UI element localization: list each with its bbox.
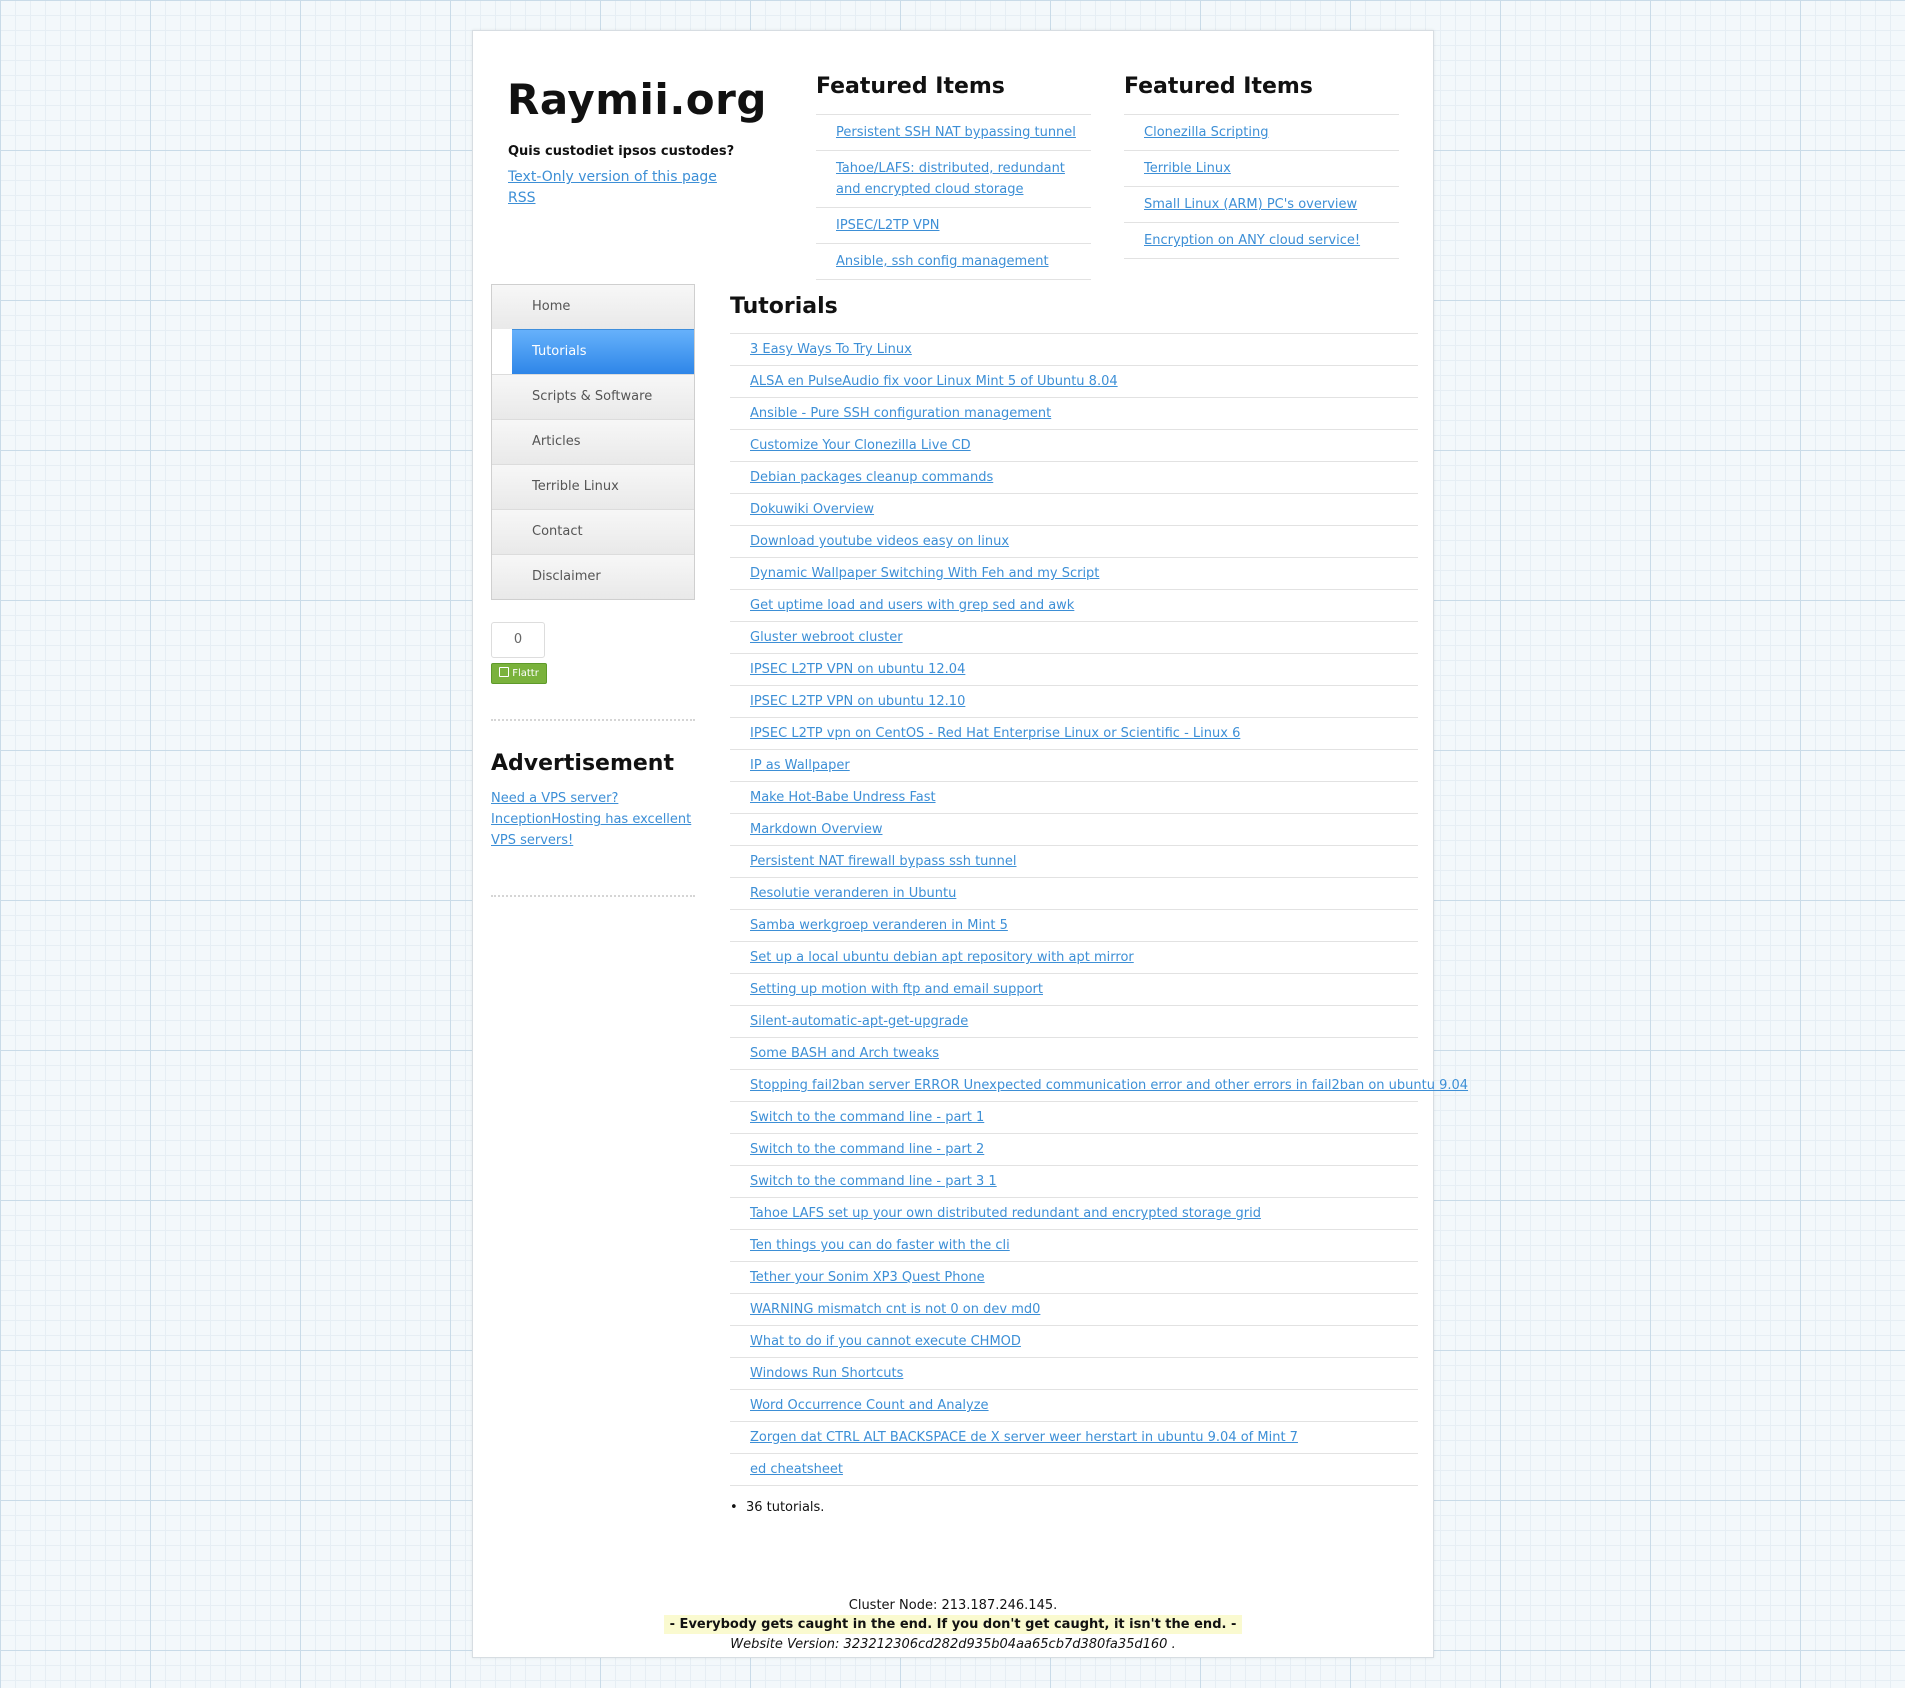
list-item — [730, 494, 1418, 526]
list-item — [1124, 115, 1399, 151]
tutorial-link[interactable]: WARNING mismatch cnt is not 0 on dev md0 — [750, 1302, 1041, 1317]
text-only-link[interactable]: Text-Only version of this page — [508, 169, 717, 185]
list-item — [730, 1454, 1418, 1486]
list-item — [730, 1294, 1418, 1326]
list-item — [730, 430, 1418, 462]
page-container — [472, 30, 1469, 1658]
featured-items-1 — [816, 73, 1091, 280]
featured-link[interactable]: Tahoe/LAFS: distributed, redundant and encrypted cloud storage — [836, 161, 1065, 197]
advertisement-heading: Advertisement — [491, 751, 674, 776]
featured-link[interactable]: Encryption on ANY cloud service! — [1144, 233, 1361, 248]
tutorial-link[interactable]: Resolutie veranderen in Ubuntu — [750, 886, 957, 901]
tutorial-link[interactable]: ALSA en PulseAudio fix voor Linux Mint 5 of Ubuntu 8.04 — [750, 374, 1118, 389]
list-item — [730, 334, 1418, 366]
sidebar-item-articles[interactable]: Articles — [492, 419, 694, 464]
featured-heading: Featured Items — [816, 74, 1005, 99]
list-item — [816, 244, 1091, 280]
list-item — [730, 846, 1418, 878]
list-item — [730, 526, 1418, 558]
tutorial-link[interactable]: Word Occurrence Count and Analyze — [750, 1398, 989, 1413]
list-item — [730, 622, 1418, 654]
tutorial-link[interactable]: Tahoe LAFS set up your own distributed redundant and encrypted storage grid — [750, 1206, 1261, 1221]
tutorial-link[interactable]: 3 Easy Ways To Try Linux — [750, 342, 912, 357]
featured-link[interactable]: Ansible, ssh config management — [836, 254, 1049, 269]
tutorial-link[interactable]: Download youtube videos easy on linux — [750, 534, 1010, 549]
sidebar-item-terrible-linux[interactable]: Terrible Linux — [492, 464, 694, 509]
sidebar-item-home[interactable]: Home — [492, 285, 694, 329]
footer-quote-text: - Everybody gets caught in the end. If you don't get caught, it isn't the end. - — [664, 1615, 1243, 1634]
list-item — [816, 115, 1091, 151]
tutorial-link[interactable]: Zorgen dat CTRL ALT BACKSPACE de X server weer herstart in ubuntu 9.04 of Mint 7 — [750, 1430, 1298, 1445]
tutorial-link[interactable]: Tether your Sonim XP3 Quest Phone — [750, 1270, 985, 1285]
list-item — [730, 590, 1418, 622]
tutorial-link[interactable]: Gluster webroot cluster — [750, 630, 903, 645]
list-item — [1124, 223, 1399, 259]
list-item — [730, 654, 1418, 686]
list-item — [730, 942, 1418, 974]
tutorial-link[interactable]: Set up a local ubuntu debian apt repository with apt mirror — [750, 950, 1134, 965]
list-item — [730, 718, 1418, 750]
list-item — [730, 1134, 1418, 1166]
tutorial-link[interactable]: Dokuwiki Overview — [750, 502, 875, 517]
list-item — [730, 1390, 1418, 1422]
tutorial-link[interactable]: Customize Your Clonezilla Live CD — [750, 438, 971, 453]
list-item — [730, 878, 1418, 910]
sidebar-item-tutorials[interactable]: Tutorials — [512, 329, 694, 374]
list-item — [730, 1070, 1469, 1102]
tutorial-link[interactable]: What to do if you cannot execute CHMOD — [750, 1334, 1021, 1349]
list-item — [730, 1262, 1418, 1294]
tutorial-link[interactable]: Persistent NAT firewall bypass ssh tunnel — [750, 854, 1017, 869]
site-motto: Quis custodiet ipsos custodes? — [508, 144, 735, 159]
featured-link[interactable]: Terrible Linux — [1144, 161, 1231, 176]
tutorial-link[interactable]: Switch to the command line - part 1 — [750, 1110, 985, 1125]
tutorial-link[interactable]: Windows Run Shortcuts — [750, 1366, 904, 1381]
tutorial-link[interactable]: IPSEC L2TP VPN on ubuntu 12.10 — [750, 694, 966, 709]
list-item — [730, 910, 1418, 942]
flattr-label: Flattr — [512, 668, 539, 679]
list-item — [730, 558, 1418, 590]
tutorial-link[interactable]: Ansible - Pure SSH configuration management — [750, 406, 1052, 421]
list-item — [730, 782, 1418, 814]
rss-link[interactable]: RSS — [508, 190, 536, 206]
list-item — [730, 974, 1418, 1006]
tutorial-link[interactable]: IPSEC L2TP VPN on ubuntu 12.04 — [750, 662, 966, 677]
tutorial-link[interactable]: Some BASH and Arch tweaks — [750, 1046, 940, 1061]
page-title: Tutorials — [730, 294, 838, 319]
list-item — [730, 750, 1418, 782]
sidebar-item-scripts-software[interactable]: Scripts & Software — [492, 374, 694, 419]
featured-link[interactable]: Small Linux (ARM) PC's overview — [1144, 197, 1358, 212]
tutorial-link[interactable]: Stopping fail2ban server ERROR Unexpected communication error and other errors in fail2ban on ubuntu 9.04 — [750, 1078, 1469, 1093]
sidebar-item-contact[interactable]: Contact — [492, 509, 694, 554]
tutorial-count-text: 36 tutorials. — [745, 1500, 825, 1515]
tutorial-link[interactable]: IPSEC L2TP vpn on CentOS - Red Hat Enterprise Linux or Scientific - Linux 6 — [750, 726, 1241, 741]
list-item — [816, 151, 1091, 208]
list-item — [730, 1198, 1418, 1230]
tutorial-count: • 36 tutorials. — [730, 1500, 825, 1515]
list-item — [730, 1006, 1418, 1038]
tutorial-link[interactable]: Ten things you can do faster with the cli — [750, 1238, 1010, 1253]
footer-version: Website Version: 323212306cd282d935b04aa65cb7d380fa35d160 . — [730, 1637, 1176, 1652]
featured-heading: Featured Items — [1124, 74, 1313, 99]
divider — [491, 895, 695, 897]
tutorial-link[interactable]: Silent-automatic-apt-get-upgrade — [750, 1014, 969, 1029]
list-item — [730, 1358, 1418, 1390]
list-item — [730, 1102, 1418, 1134]
footer-quote — [473, 1617, 1433, 1632]
tutorial-link[interactable]: Switch to the command line - part 3 1 — [750, 1174, 997, 1189]
sidebar-item-disclaimer[interactable]: Disclaimer — [492, 554, 694, 599]
tutorial-link[interactable]: Markdown Overview — [750, 822, 883, 837]
flattr-icon — [499, 667, 509, 677]
tutorial-link[interactable]: Setting up motion with ftp and email support — [750, 982, 1043, 997]
tutorial-link[interactable]: Switch to the command line - part 2 — [750, 1142, 985, 1157]
flattr-count: 0 — [491, 622, 545, 658]
list-item — [730, 1230, 1418, 1262]
list-item — [1124, 187, 1399, 223]
advertisement-link[interactable]: Need a VPS server? InceptionHosting has excellent VPS servers! — [491, 791, 692, 848]
tutorial-link[interactable]: Samba werkgroep veranderen in Mint 5 — [750, 918, 1008, 933]
list-item — [730, 1166, 1418, 1198]
list-item — [730, 1038, 1418, 1070]
footer-cluster-node: Cluster Node: 213.187.246.145. — [848, 1598, 1058, 1613]
tutorial-link[interactable]: Debian packages cleanup commands — [750, 470, 994, 485]
sidebar-nav — [491, 284, 695, 600]
featured-link[interactable]: Clonezilla Scripting — [1144, 125, 1269, 140]
list-item — [730, 686, 1418, 718]
advertisement-text — [491, 788, 701, 851]
tutorial-link[interactable]: Dynamic Wallpaper Switching With Feh and my Script — [750, 566, 1100, 581]
list-item — [730, 462, 1418, 494]
list-item — [730, 1326, 1418, 1358]
flattr-button[interactable] — [491, 663, 547, 684]
list-item — [730, 366, 1418, 398]
list-item — [1124, 151, 1399, 187]
tutorial-link[interactable]: Get uptime load and users with grep sed and awk — [750, 598, 1075, 613]
list-item — [816, 208, 1091, 244]
featured-link[interactable]: Persistent SSH NAT bypassing tunnel — [836, 125, 1076, 140]
featured-items-2 — [1124, 73, 1399, 259]
featured-link[interactable]: IPSEC/L2TP VPN — [836, 218, 940, 233]
tutorial-list — [730, 333, 1469, 1486]
tutorial-link[interactable]: ed cheatsheet — [750, 1462, 843, 1477]
site-title[interactable]: Raymii.org — [507, 75, 767, 124]
tutorial-link[interactable]: Make Hot-Babe Undress Fast — [750, 790, 936, 805]
list-item — [730, 398, 1418, 430]
tutorial-link[interactable]: IP as Wallpaper — [750, 758, 850, 773]
list-item — [730, 1422, 1418, 1454]
divider — [491, 719, 695, 721]
list-item — [730, 814, 1418, 846]
